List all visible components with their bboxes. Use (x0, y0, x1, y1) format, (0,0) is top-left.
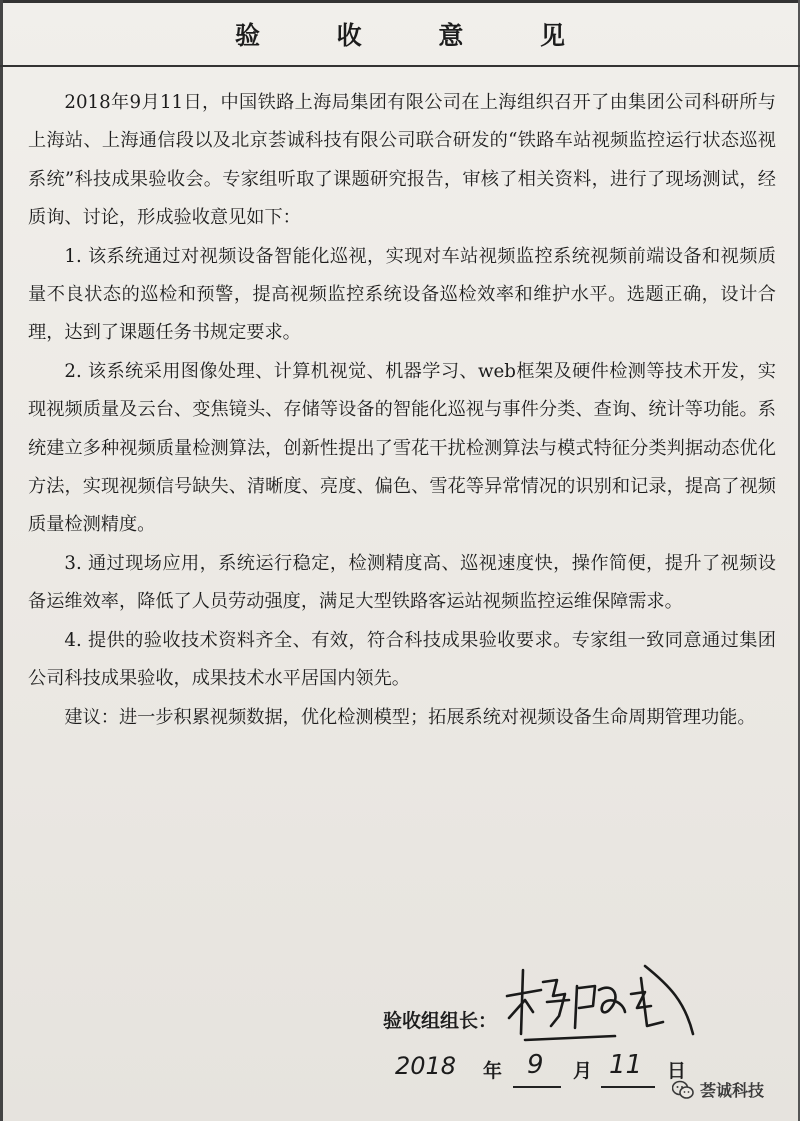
date-year: 2018 (395, 1052, 457, 1080)
date-day: 11 (609, 1050, 643, 1080)
date-row (395, 1050, 715, 1092)
paragraph-item-3: 3. 通过现场应用，系统运行稳定，检测精度高、巡视速度快，操作简便，提升了视频设备运维效率，降低了人员劳动强度，满足大型铁路客运站视频监控运维保障需求。 (28, 552, 776, 613)
date-year-unit: 年 (483, 1060, 503, 1082)
date-day-line (601, 1086, 655, 1088)
paragraph-item-1: 1. 该系统通过对视频设备智能化巡视，实现对车站视频监控系统视频前端设备和视频质量不良状态的巡检和预警，提高视频监控系统设备巡检效率和维护水平。选题正确，设计合理，达到了课题任务书规定要求。 (28, 245, 776, 344)
date-month-line (513, 1086, 561, 1088)
watermark-text: 荟诚科技 (700, 1081, 765, 1100)
wechat-icon (672, 1080, 694, 1100)
paragraph-item-2: 2. 该系统采用图像处理、计算机视觉、机器学习、web框架及硬件检测等技术开发，实现视频质量及云台、变焦镜头、存储等设备的智能化巡视与事件分类、查询、统计等功能。系统建立多种视频质量检测算法，创新性提出了雪花干扰检测算法与模式特征分类判据动态优化方法，实现视频信号缺失、清晰度、亮度、偏色、雪花等异常情况的识别和记录，提高了视频质量检测精度。 (28, 360, 776, 536)
title-bar (0, 3, 800, 67)
date-month: 9 (527, 1050, 544, 1080)
paragraph-suggestion: 建议：进一步积累视频数据，优化检测模型；拓展系统对视频设备生命周期管理功能。 (64, 706, 756, 728)
date-month-unit: 月 (573, 1060, 593, 1082)
paragraph-item-4: 4. 提供的验收技术资料齐全、有效，符合科技成果验收要求。专家组一致同意通过集团公司科技成果验收，成果技术水平居国内领先。 (28, 629, 776, 690)
frame-border-left (0, 0, 3, 1121)
handwritten-signature (495, 956, 695, 1046)
date-day-unit: 日 (667, 1060, 687, 1082)
paragraph-intro: 2018年9月11日，中国铁路上海局集团有限公司在上海组织召开了由集团公司科研所与上海站、上海通信段以及北京荟诚科技有限公司联合研发的“铁路车站视频监控运行状态巡视系统”科技成果验收会。专家组听取了课题研究报告，审核了相关资料，进行了现场测试，经质询、讨论，形成验收意见如下： (28, 92, 776, 229)
sign-label: 验收组组长： (383, 1010, 498, 1032)
document-title: 验 收 意 见 (234, 21, 600, 50)
document-body (28, 84, 776, 737)
watermark (672, 1078, 764, 1101)
